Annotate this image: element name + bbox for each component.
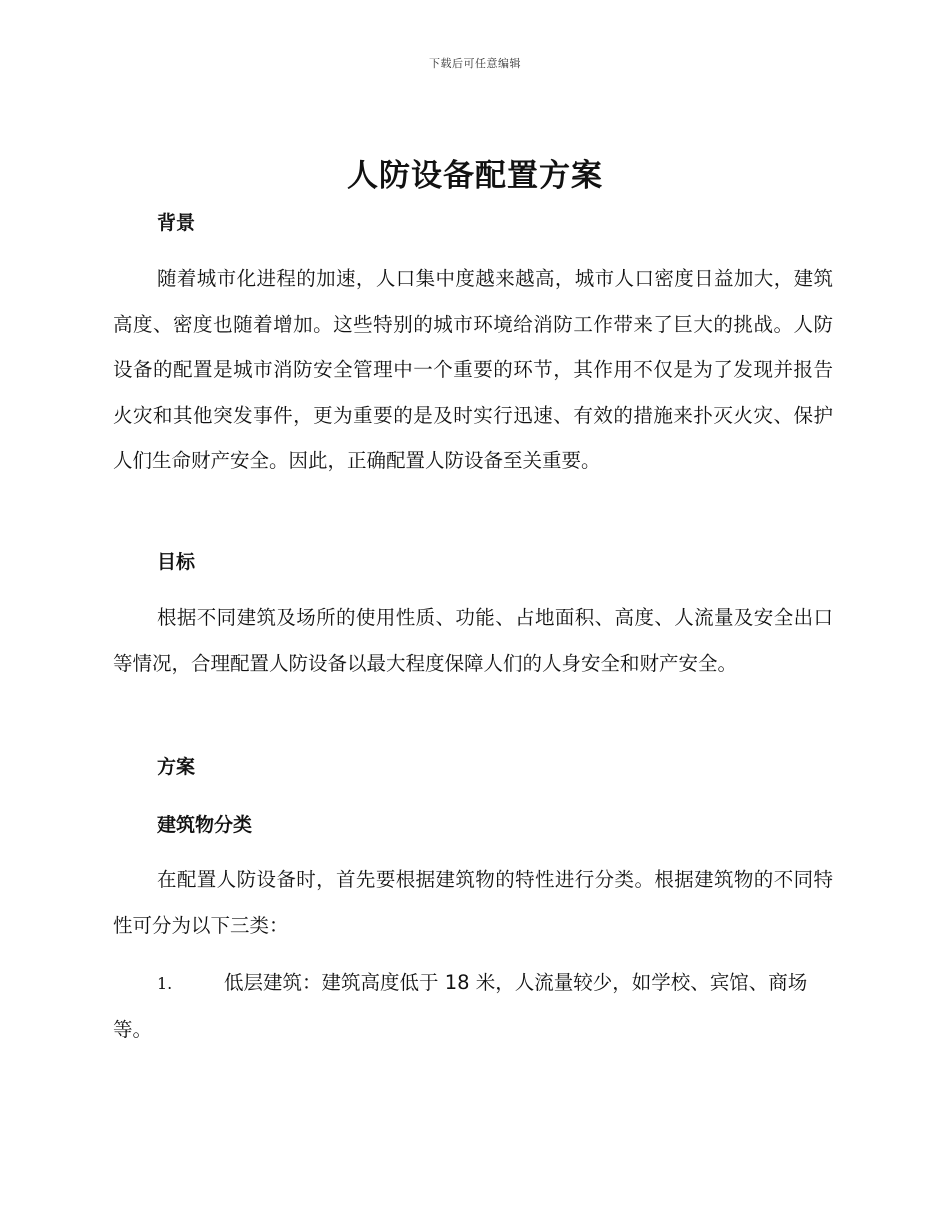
paragraph-classification: 在配置人防设备时，首先要根据建筑物的特性进行分类。根据建筑物的不同特性可分为以下三类： [113,868,833,937]
section-heading-plan: 方案 [157,756,196,778]
section-heading-background: 背景 [157,212,196,234]
section-heading-classification: 建筑物分类 [157,814,253,836]
paragraph-background: 随着城市化进程的加速，人口集中度越来越高，城市人口密度日益加大，建筑高度、密度也随着增加。这些特别的城市环境给消防工作带来了巨大的挑战。人防设备的配置是城市消防安全管理中一个重要的环节，其作用不仅是为了发现并报告火灾和其他突发事件，更为重要的是及时实行迅速、有效的措施来扑灭火灾、保护人们生命财产安全。因此，正确配置人防设备至关重要。 [113,267,833,472]
document-title: 人防设备配置方案 [347,158,603,194]
section-heading-goal: 目标 [157,551,196,573]
page-header-note: 下载后可任意编辑 [429,57,521,70]
list-item [113,960,833,1052]
paragraph-goal: 根据不同建筑及场所的使用性质、功能、占地面积、高度、人流量及安全出口等情况，合理配置人防设备以最大程度保障人们的人身安全和财产安全。 [113,606,833,675]
list-item-number: 1. [157,974,173,993]
list-item-text: 低层建筑：建筑高度低于 18 米，人流量较少，如学校、宾馆、商场等。 [113,971,808,1041]
